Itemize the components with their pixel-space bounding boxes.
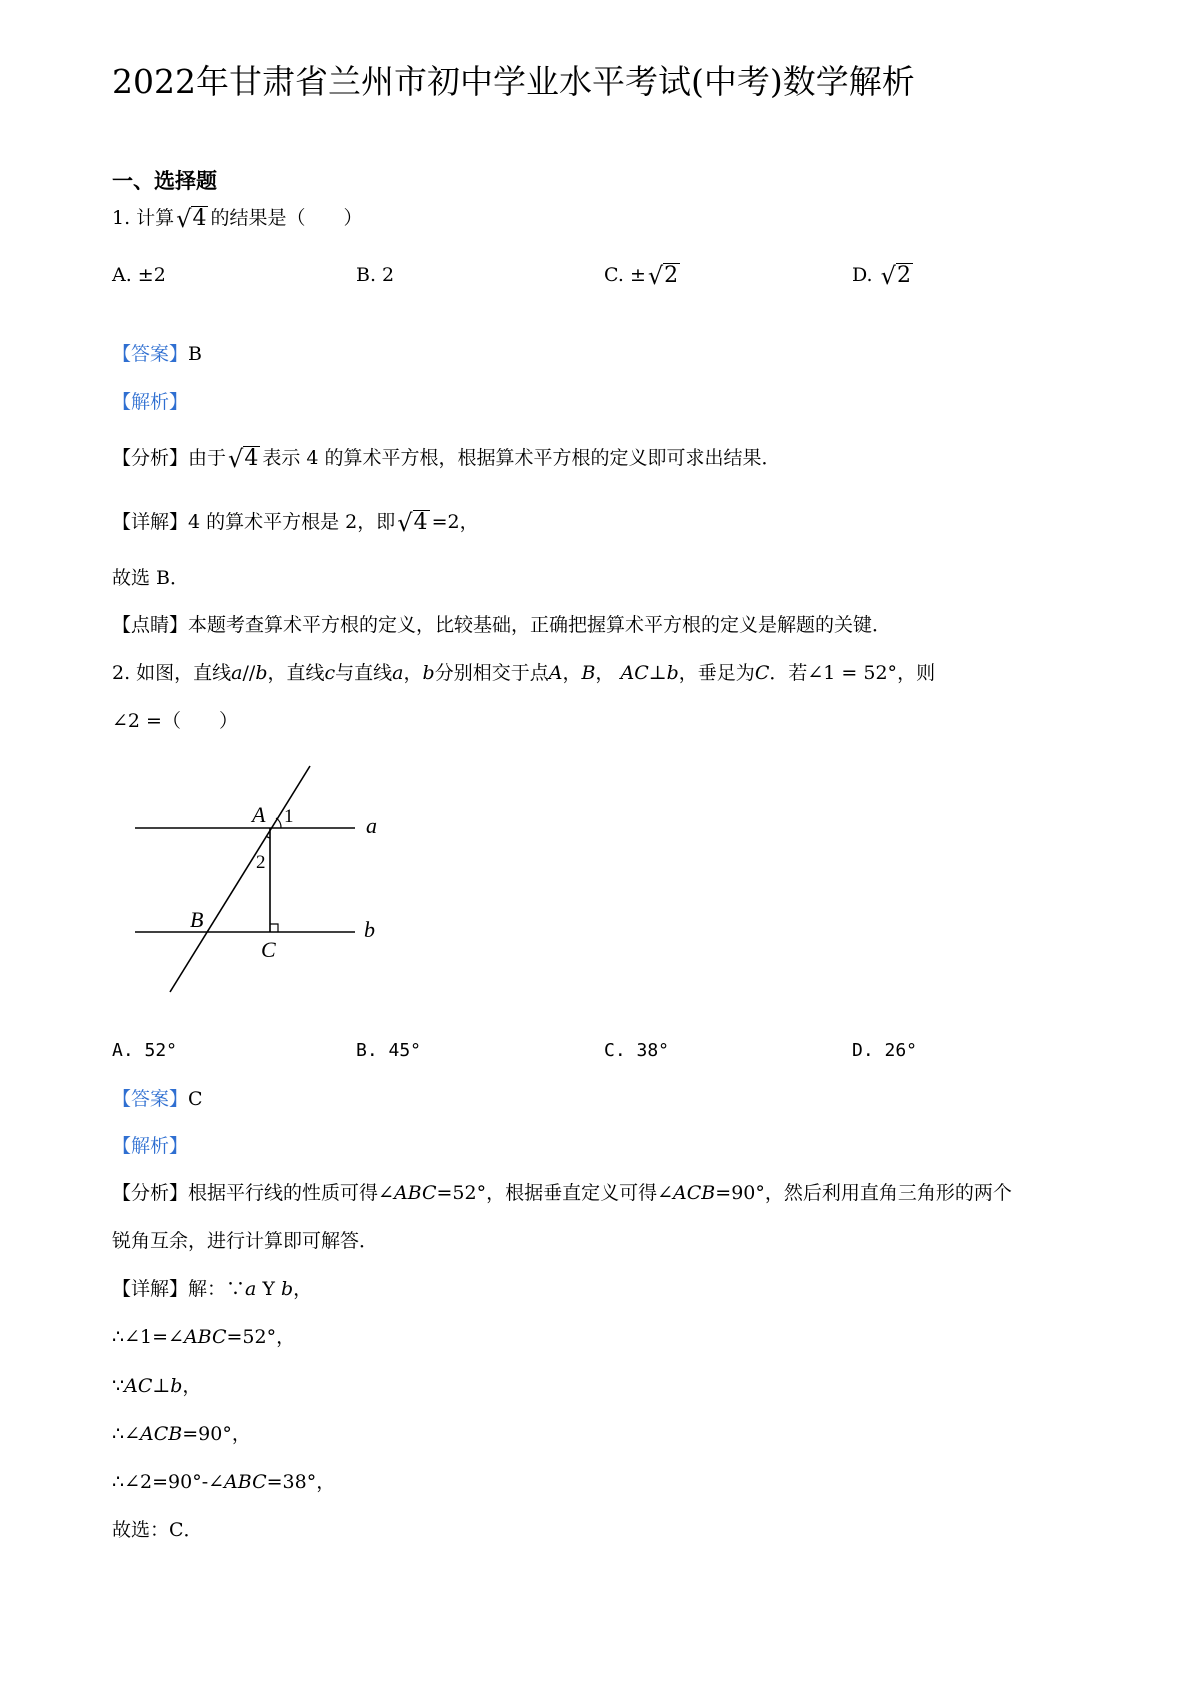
label-C: C	[261, 937, 276, 962]
label-a: a	[366, 813, 377, 838]
sqrt-symbol: √ 2	[880, 262, 911, 290]
label-B: B	[190, 907, 204, 932]
q2-answer	[112, 1086, 203, 1112]
q2-stem-line1: 2. 如图，直线a//b，直线c与直线a，b分别相交于点A，B， AC⊥b，垂足为C．若∠1 = 52°，则	[112, 662, 936, 684]
q2-fenxi-line1: 【分析】根据平行线的性质可得∠ABC=52°，根据垂直定义可得∠ACB=90°，然后利用直角三角形的两个	[112, 1182, 1012, 1204]
fenxi-tag: 【分析】	[112, 1182, 189, 1204]
right-angle-mark	[270, 924, 278, 932]
q2-step3: ∴∠ACB=90°，	[112, 1423, 251, 1445]
xiangjie-tag: 【详解】	[112, 1278, 189, 1300]
q2-step1: ∴∠1=∠ABC=52°，	[112, 1326, 296, 1348]
line-c	[170, 766, 310, 992]
q2-option-d: D. 26°	[852, 1040, 918, 1061]
q1-option-b: B. 2	[356, 264, 395, 286]
q2-analysis-tag: 【解析】	[112, 1135, 189, 1157]
sqrt-symbol: √ 4	[228, 445, 259, 473]
q2-option-a: A. 52°	[112, 1040, 178, 1061]
sqrt-symbol: √ 4	[397, 509, 428, 537]
q2-stem-line2: ∠2 =（ ）	[112, 710, 238, 732]
q1-dianjing: 【点睛】本题考查算术平方根的定义，比较基础，正确把握算术平方根的定义是解题的关键．	[112, 614, 892, 636]
answer-value: C	[188, 1088, 203, 1110]
q2-option-b: B. 45°	[356, 1040, 422, 1061]
q1-option-d: D. √ 2	[852, 262, 911, 290]
geometry-figure	[130, 760, 390, 1000]
sqrt-symbol: √ 4	[176, 205, 207, 233]
sqrt-symbol: √ 2	[647, 262, 679, 290]
answer-value: B	[188, 343, 202, 365]
answer-tag: 【答案】	[112, 343, 189, 365]
q1-stem-prefix: 1. 计算	[112, 207, 175, 229]
q1-answer	[112, 341, 202, 367]
q2-xiangjie: 【详解】解：∵a Y b，	[112, 1278, 313, 1300]
q1-option-a: A. ±2	[112, 264, 166, 286]
dianjing-tag: 【点睛】	[112, 614, 189, 636]
q2-step2: ∵AC⊥b，	[112, 1375, 202, 1397]
page-title: 2022年甘肃省兰州市初中学业水平考试(中考)数学解析	[112, 62, 915, 101]
q2-choose: 故选：C．	[112, 1519, 203, 1541]
section-heading: 一、选择题	[112, 168, 217, 193]
label-A: A	[252, 802, 266, 827]
q1-option-c: C. ± √ 2	[604, 262, 679, 290]
q2-option-c: C. 38°	[604, 1040, 670, 1061]
q1-choose: 故选 B．	[112, 567, 190, 589]
label-2: 2	[256, 852, 266, 873]
q1-xiangjie: 【详解】4 的算术平方根是 2，即 √ 4 =2，	[112, 509, 479, 537]
q2-fenxi-line2: 锐角互余，进行计算即可解答．	[112, 1230, 379, 1252]
q1-analysis-tag: 【解析】	[112, 391, 189, 413]
label-1: 1	[284, 806, 294, 827]
q1-fenxi: 【分析】由于 √ 4 表示 4 的算术平方根，根据算术平方根的定义即可求出结果．	[112, 445, 781, 473]
xiangjie-tag: 【详解】	[112, 511, 189, 533]
q2-step4: ∴∠2=90°-∠ABC=38°，	[112, 1471, 336, 1493]
label-b: b	[364, 917, 375, 942]
fenxi-tag: 【分析】	[112, 447, 189, 469]
q1-stem-suffix: 的结果是（ ）	[210, 207, 363, 229]
q1-stem	[112, 205, 362, 231]
answer-tag: 【答案】	[112, 1088, 189, 1110]
